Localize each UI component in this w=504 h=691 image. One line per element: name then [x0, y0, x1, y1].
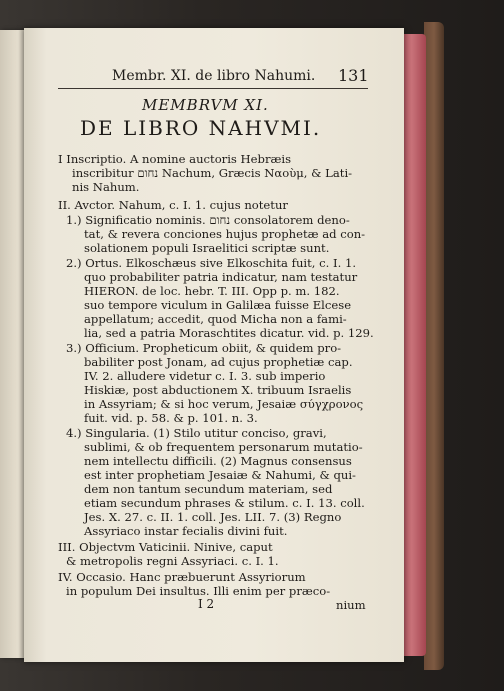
chapter-title: DE LIBRO NAHVMI. [80, 116, 322, 140]
page-number: 131 [338, 66, 369, 85]
body-line: 3.) Officium. Propheticum obiit, & quidem pro- [66, 341, 342, 355]
header-rule [58, 88, 368, 89]
body-line: nis Nahum. [72, 180, 140, 194]
body-line: & metropolis regni Assyriaci. c. I. 1. [66, 554, 279, 568]
catchword: nium [336, 598, 366, 612]
body-line: est inter prophetiam Jesaiæ & Nahumi, & qui- [84, 468, 356, 482]
body-line: in Assyriam; & si hoc verum, Jesaiæ σύγχρονος [84, 397, 364, 411]
body-line: lia, sed a patria Moraschtites dicatur. vid. p. 129. [84, 326, 374, 340]
body-line: in populum Dei insultus. Illi enim per præco- [66, 584, 331, 598]
book-cover [424, 22, 444, 670]
body-line: I Inscriptio. A nomine auctoris Hebræis [58, 152, 292, 166]
body-line: babiliter post Jonam, ad cujus prophetiæ cap. [84, 355, 353, 369]
left-leaf [0, 30, 26, 658]
body-line: IV. 2. alludere videtur c. I. 3. sub imperio [84, 369, 326, 383]
body-line: Hiskiæ, post abductionem X. tribuum Israelis [84, 383, 352, 397]
body-line: IV. Occasio. Hanc præbuerunt Assyriorum [58, 570, 306, 584]
body-line: tat, & revera conciones hujus prophetæ ad con- [84, 227, 366, 241]
body-line: dem non tantum secundum materiam, sed [84, 482, 333, 496]
body-line: appellatum; accedit, quod Micha non a fami- [84, 312, 347, 326]
body-line: 1.) Significatio nominis. נחום consolatorem deno- [66, 213, 350, 227]
body-line: Assyriaco instar fecialis divini fuit. [84, 524, 288, 538]
body-line: sublimi, & ob frequentem personarum mutatio- [84, 440, 363, 454]
running-head: Membr. XI. de libro Nahumi. [112, 68, 316, 84]
body-line: nem intellectu difficili. (2) Magnus consensus [84, 454, 352, 468]
body-line: fuit. vid. p. 58. & p. 101. n. 3. [84, 411, 258, 425]
body-line: II. Avctor. Nahum, c. I. 1. cujus notetur [58, 198, 288, 212]
body-line: etiam secundum phrases & stilum. c. I. 13. coll. [84, 496, 365, 510]
signature-mark: I 2 [198, 597, 215, 611]
body-line: 4.) Singularia. (1) Stilo utitur conciso, gravi, [66, 426, 327, 440]
section-title: MEMBRVM XI. [142, 96, 269, 114]
body-line: inscribitur נחום Nachum, Græcis Ναοὺμ, & Lati- [72, 166, 353, 180]
body-line: III. Objectvm Vaticinii. Ninive, caput [58, 540, 273, 554]
body-line: HIERON. de loc. hebr. T. III. Opp p. m. 182. [84, 284, 340, 298]
body-line: 2.) Ortus. Elkoschæus sive Elkoschita fuit, c. I. 1. [66, 256, 357, 270]
body-line: suo tempore viculum in Galilæa fuisse Elcese [84, 298, 352, 312]
body-line: Jes. X. 27. c. II. 1. coll. Jes. LII. 7. (3) Regno [84, 510, 342, 524]
body-line: solationem populi Israelitici scriptæ sunt. [84, 241, 330, 255]
body-line: quo probabiliter patria indicatur, nam testatur [84, 270, 358, 284]
